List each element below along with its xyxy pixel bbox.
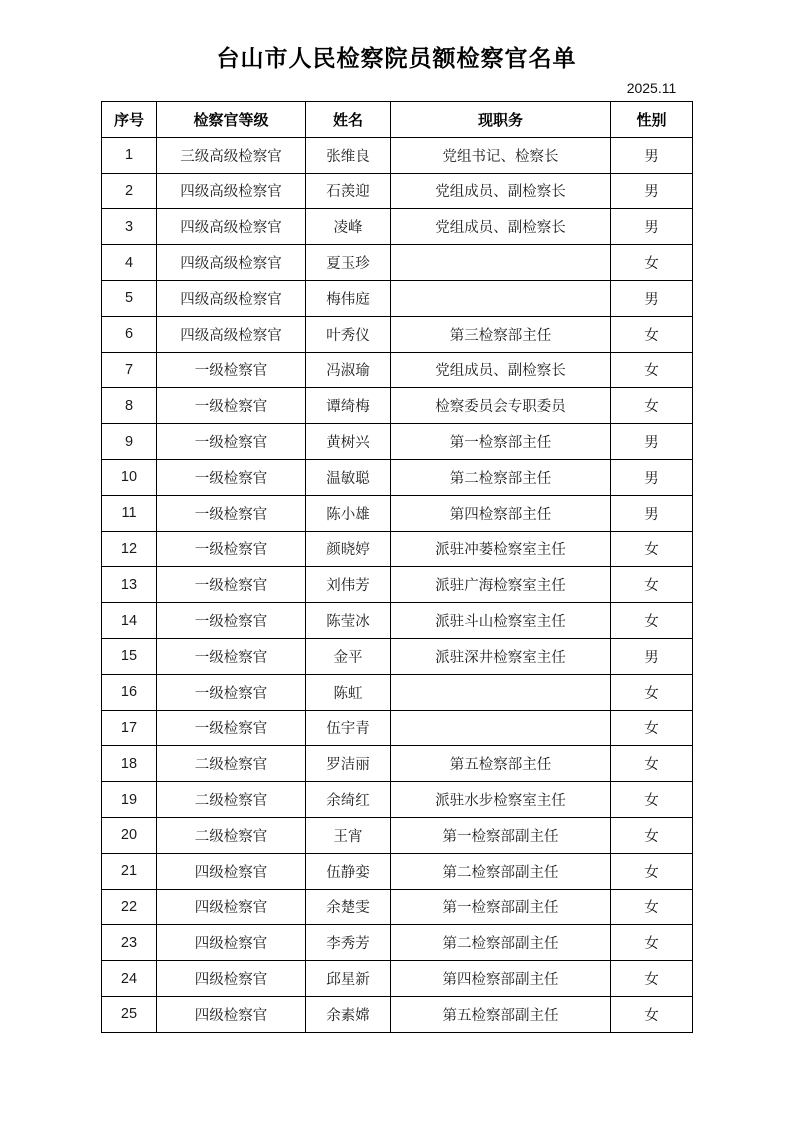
cell-number: 9 [102, 424, 157, 460]
cell-number: 23 [102, 925, 157, 961]
table-row [102, 853, 693, 889]
cell-gender: 女 [611, 603, 693, 639]
cell-number: 4 [102, 245, 157, 281]
cell-name: 夏玉珍 [306, 245, 391, 281]
table-row [102, 674, 693, 710]
table-row [102, 638, 693, 674]
cell-number: 8 [102, 388, 157, 424]
cell-position: 第四检察部副主任 [391, 961, 611, 997]
cell-grade: 一级检察官 [157, 424, 306, 460]
cell-gender: 女 [611, 674, 693, 710]
cell-name: 凌峰 [306, 209, 391, 245]
cell-grade: 四级检察官 [157, 996, 306, 1032]
cell-position: 派驻水步检察室主任 [391, 782, 611, 818]
cell-number: 18 [102, 746, 157, 782]
cell-number: 3 [102, 209, 157, 245]
cell-name: 刘伟芳 [306, 567, 391, 603]
cell-gender: 女 [611, 996, 693, 1032]
cell-name: 张维良 [306, 137, 391, 173]
cell-name: 余素嫦 [306, 996, 391, 1032]
cell-number: 17 [102, 710, 157, 746]
cell-number: 14 [102, 603, 157, 639]
cell-gender: 男 [611, 173, 693, 209]
cell-grade: 二级检察官 [157, 782, 306, 818]
cell-position: 第二检察部主任 [391, 459, 611, 495]
cell-name: 邱星新 [306, 961, 391, 997]
cell-gender: 女 [611, 925, 693, 961]
cell-name: 颜晓婷 [306, 531, 391, 567]
table-row [102, 424, 693, 460]
cell-grade: 一级检察官 [157, 603, 306, 639]
cell-name: 冯淑瑜 [306, 352, 391, 388]
table-row [102, 459, 693, 495]
cell-grade: 四级高级检察官 [157, 280, 306, 316]
table-row [102, 137, 693, 173]
table-row [102, 782, 693, 818]
table-row [102, 817, 693, 853]
cell-number: 11 [102, 495, 157, 531]
document-title: 台山市人民检察院员额检察官名单 [216, 45, 577, 72]
cell-grade: 二级检察官 [157, 746, 306, 782]
cell-position: 党组成员、副检察长 [391, 352, 611, 388]
cell-position: 派驻斗山检察室主任 [391, 603, 611, 639]
cell-grade: 四级检察官 [157, 853, 306, 889]
cell-grade: 一级检察官 [157, 459, 306, 495]
cell-name: 余绮红 [306, 782, 391, 818]
table-row [102, 352, 693, 388]
cell-name: 伍静娈 [306, 853, 391, 889]
column-header-name: 姓名 [306, 102, 391, 138]
cell-gender: 女 [611, 746, 693, 782]
cell-number: 16 [102, 674, 157, 710]
cell-gender: 男 [611, 495, 693, 531]
cell-position: 第四检察部主任 [391, 495, 611, 531]
cell-grade: 一级检察官 [157, 352, 306, 388]
cell-position: 第五检察部主任 [391, 746, 611, 782]
table-row [102, 245, 693, 281]
cell-number: 5 [102, 280, 157, 316]
cell-grade: 二级检察官 [157, 817, 306, 853]
cell-position [391, 280, 611, 316]
cell-grade: 四级高级检察官 [157, 245, 306, 281]
cell-name: 伍宇青 [306, 710, 391, 746]
cell-position: 第二检察部副主任 [391, 853, 611, 889]
table-body [102, 137, 693, 1032]
cell-number: 15 [102, 638, 157, 674]
cell-name: 金平 [306, 638, 391, 674]
cell-gender: 女 [611, 245, 693, 281]
cell-position [391, 710, 611, 746]
cell-number: 24 [102, 961, 157, 997]
cell-name: 罗洁丽 [306, 746, 391, 782]
cell-number: 10 [102, 459, 157, 495]
table-row [102, 925, 693, 961]
cell-name: 李秀芳 [306, 925, 391, 961]
cell-grade: 一级检察官 [157, 388, 306, 424]
cell-grade: 四级检察官 [157, 889, 306, 925]
cell-gender: 男 [611, 459, 693, 495]
cell-name: 陈莹冰 [306, 603, 391, 639]
cell-number: 20 [102, 817, 157, 853]
cell-gender: 男 [611, 137, 693, 173]
cell-grade: 一级检察官 [157, 495, 306, 531]
cell-gender: 女 [611, 889, 693, 925]
cell-position: 第五检察部副主任 [391, 996, 611, 1032]
table-row [102, 996, 693, 1032]
cell-gender: 女 [611, 817, 693, 853]
cell-position: 派驻深井检察室主任 [391, 638, 611, 674]
cell-name: 谭绮梅 [306, 388, 391, 424]
table-row [102, 209, 693, 245]
cell-grade: 四级高级检察官 [157, 209, 306, 245]
cell-number: 13 [102, 567, 157, 603]
cell-grade: 一级检察官 [157, 531, 306, 567]
table-row [102, 495, 693, 531]
cell-position: 党组成员、副检察长 [391, 209, 611, 245]
table-row [102, 388, 693, 424]
table-row [102, 889, 693, 925]
cell-position: 第一检察部副主任 [391, 817, 611, 853]
cell-position: 派驻冲蒌检察室主任 [391, 531, 611, 567]
cell-gender: 女 [611, 710, 693, 746]
cell-grade: 四级检察官 [157, 925, 306, 961]
column-header-number: 序号 [102, 102, 157, 138]
cell-grade: 四级高级检察官 [157, 173, 306, 209]
cell-number: 21 [102, 853, 157, 889]
column-header-position: 现职务 [391, 102, 611, 138]
cell-name: 陈小雄 [306, 495, 391, 531]
table-row [102, 567, 693, 603]
cell-position [391, 245, 611, 281]
cell-grade: 一级检察官 [157, 710, 306, 746]
cell-grade: 四级高级检察官 [157, 316, 306, 352]
table-header-row [102, 102, 693, 138]
cell-gender: 男 [611, 209, 693, 245]
table-row [102, 531, 693, 567]
cell-number: 12 [102, 531, 157, 567]
cell-gender: 男 [611, 280, 693, 316]
table-row [102, 316, 693, 352]
cell-gender: 女 [611, 961, 693, 997]
cell-position: 派驻广海检察室主任 [391, 567, 611, 603]
column-header-grade: 检察官等级 [157, 102, 306, 138]
cell-position: 第三检察部主任 [391, 316, 611, 352]
cell-name: 梅伟庭 [306, 280, 391, 316]
cell-position: 第一检察部主任 [391, 424, 611, 460]
cell-number: 7 [102, 352, 157, 388]
cell-gender: 女 [611, 316, 693, 352]
cell-number: 25 [102, 996, 157, 1032]
cell-gender: 女 [611, 567, 693, 603]
cell-position: 党组成员、副检察长 [391, 173, 611, 209]
document-date: 2025.11 [626, 80, 677, 96]
cell-name: 余楚雯 [306, 889, 391, 925]
cell-grade: 一级检察官 [157, 674, 306, 710]
table-row [102, 173, 693, 209]
cell-number: 22 [102, 889, 157, 925]
table-row [102, 961, 693, 997]
cell-number: 19 [102, 782, 157, 818]
cell-position: 党组书记、检察长 [391, 137, 611, 173]
cell-gender: 男 [611, 638, 693, 674]
cell-name: 温敏聪 [306, 459, 391, 495]
prosecutor-list-table [101, 101, 693, 1033]
cell-gender: 男 [611, 424, 693, 460]
table-row [102, 603, 693, 639]
cell-number: 2 [102, 173, 157, 209]
cell-position [391, 674, 611, 710]
cell-grade: 三级高级检察官 [157, 137, 306, 173]
cell-name: 石羡迎 [306, 173, 391, 209]
column-header-gender: 性别 [611, 102, 693, 138]
cell-position: 第一检察部副主任 [391, 889, 611, 925]
cell-gender: 女 [611, 388, 693, 424]
table-row [102, 746, 693, 782]
cell-name: 黄树兴 [306, 424, 391, 460]
cell-gender: 女 [611, 352, 693, 388]
cell-position: 检察委员会专职委员 [391, 388, 611, 424]
cell-grade: 四级检察官 [157, 961, 306, 997]
table-row [102, 280, 693, 316]
cell-number: 6 [102, 316, 157, 352]
cell-position: 第二检察部副主任 [391, 925, 611, 961]
cell-name: 陈虹 [306, 674, 391, 710]
cell-number: 1 [102, 137, 157, 173]
table-row [102, 710, 693, 746]
cell-grade: 一级检察官 [157, 567, 306, 603]
cell-gender: 女 [611, 531, 693, 567]
cell-gender: 女 [611, 853, 693, 889]
cell-grade: 一级检察官 [157, 638, 306, 674]
cell-name: 王宵 [306, 817, 391, 853]
cell-gender: 女 [611, 782, 693, 818]
cell-name: 叶秀仪 [306, 316, 391, 352]
